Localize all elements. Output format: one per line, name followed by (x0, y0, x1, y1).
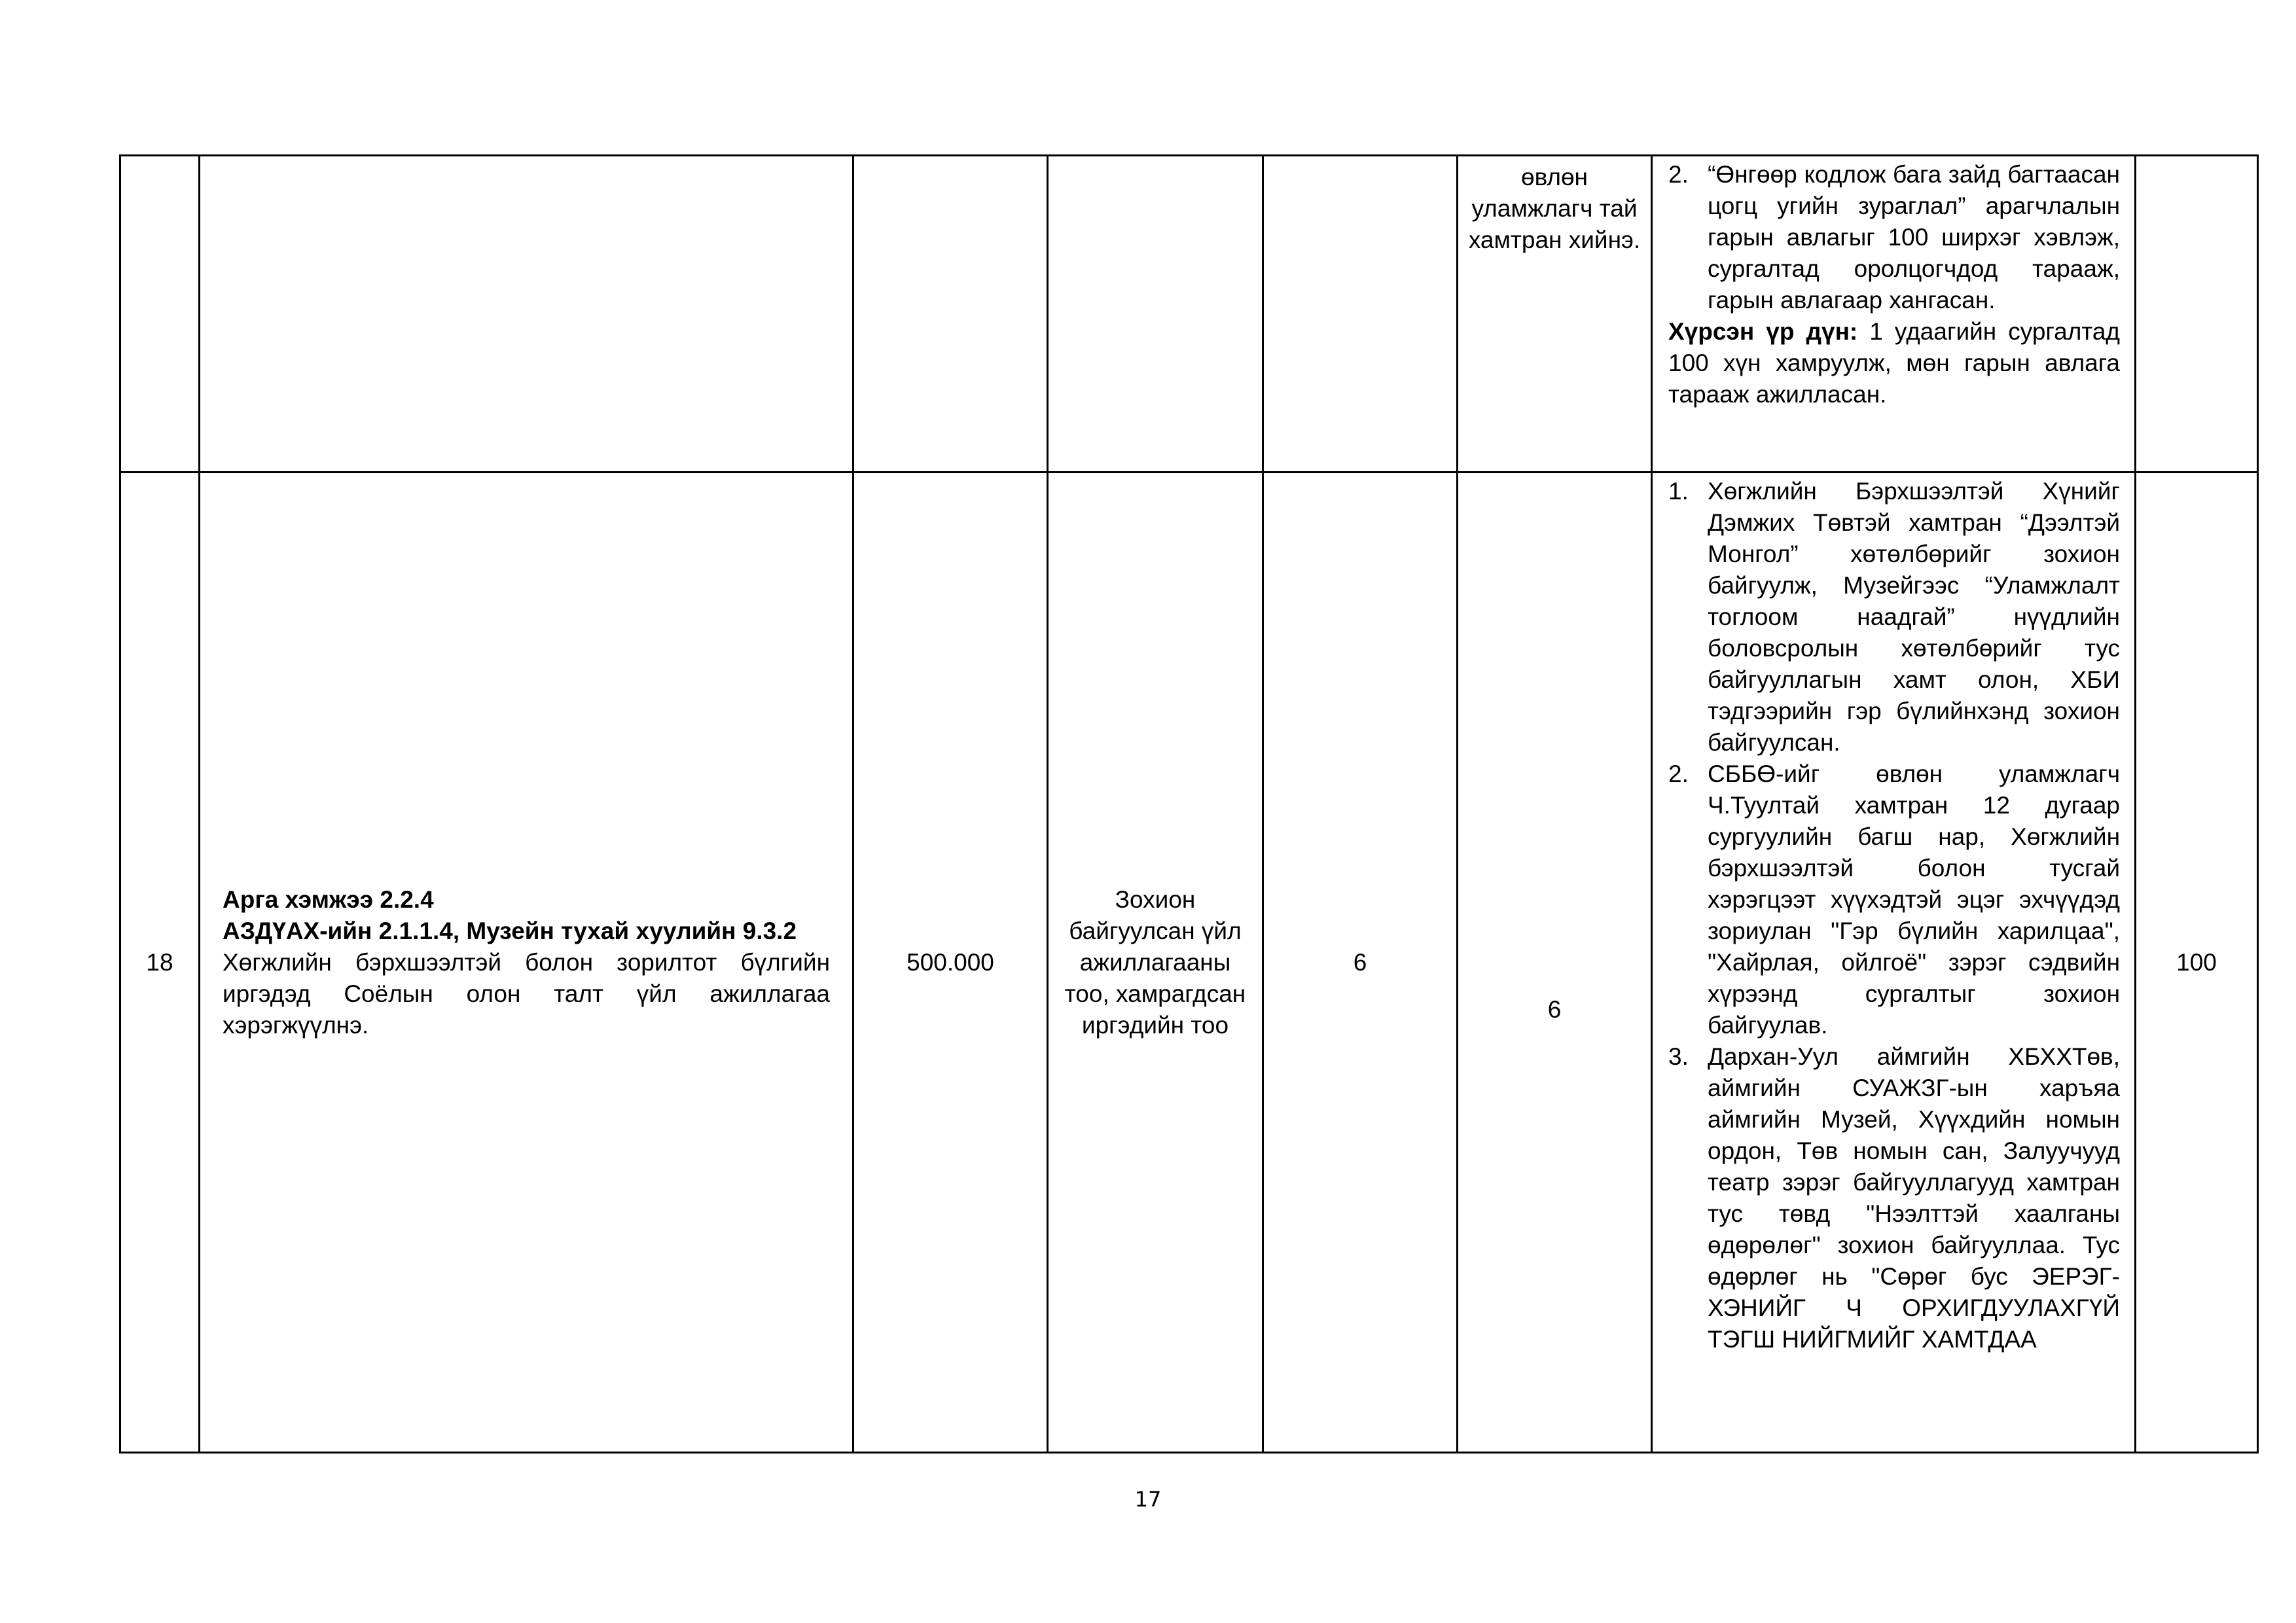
report-table (119, 154, 2259, 1454)
table-row (120, 473, 2258, 1453)
list-item-number: 2. (1668, 760, 1689, 787)
list-item-text: Дархан-Уул аймгийн ХБХХТөв, аймгийн СУАЖЗГ-ын харъяа аймгийн Музей, Хүүхдийн номын ордон, Төв номын сан, Залуучууд театр зэрэг байгууллагууд хамтран тус төвд "Нээлттэй хаалганы өдөрөлөг" зохион байгууллаа. Тус өдөрлөг нь "Сөрөг бус ЭЕРЭГ- ХЭНИЙГ Ч ОРХИГДУУЛАХГҮЙ ТЭГШ НИЙГМИЙГ ХАМТДАА (1708, 1043, 2120, 1353)
cell-budget (853, 156, 1048, 473)
cell-baseline: 6 (1263, 473, 1458, 1453)
list-item-text: СББӨ-ийг өвлөн уламжлагч Ч.Туултай хамтран 12 дугаар сургуулийн багш нар, Хөгжлийн бэрхшээлтэй болон тусгай хэрэгцээт хүүхэдтэй эцэг эхчүүдэд зориулан "Гэр бүлийн харилцаа", "Хайрлая, ойлгоё" зэрэг сэдвийн хүрээнд сургалтыг зохион байгуулав. (1708, 760, 2120, 1039)
list-item-text: Хөгжлийн Бэрхшээлтэй Хүнийг Дэмжих Төвтэй хамтран “Дээлтэй Монгол” хөтөлбөрийг зохион байгуулж, Музейгээс “Уламжлалт тоглоом наадгай” нүүдлийн боловсролын хөтөлбөрийг тус байгууллагын хамт олон, ХБИ тэдгээрийн гэр бүлийнхэнд зохион байгуулсан. (1708, 478, 2120, 756)
cell-budget: 500.000 (853, 473, 1048, 1453)
cell-measure (200, 156, 853, 473)
cell-number: 18 (120, 473, 200, 1453)
cell-percent (2136, 473, 2258, 1453)
result-list (1668, 476, 2120, 1355)
list-item (1668, 758, 2120, 1041)
list-item-number: 3. (1668, 1043, 1689, 1070)
cell-percent (2136, 156, 2258, 473)
outcome-paragraph (1668, 316, 2120, 410)
list-item-text: “Өнгөөр кодлож бага зайд багтаасан цогц угийн зураглал” арагчлалын гарын авлагыг 100 ширхэг хэвлэж, сургалтад оролцогчдод тарааж, гарын авлагаар хангасан. (1708, 161, 2120, 313)
measure-title: Арга хэмжээ 2.2.4 (223, 885, 434, 913)
list-item (1668, 159, 2120, 316)
list-item (1668, 476, 2120, 758)
cell-result (1652, 156, 2136, 473)
cell-baseline (1263, 156, 1458, 473)
measure-reference: АЗДҮАХ-ийн 2.1.1.4, Музейн тухай хуулийн 9.3.2 (223, 917, 797, 944)
cell-indicator: Зохион байгуулсан үйл ажиллагааны тоо, хамрагдсан иргэдийн тоо (1048, 473, 1263, 1453)
measure-description: Хөгжлийн бэрхшээлтэй болон зорилтот бүлгийн иргэдэд Соёлын олон талт үйл ажиллагаа хэрэгжүүлнэ. (223, 948, 830, 1039)
result-list (1668, 159, 2120, 316)
cell-number (120, 156, 200, 473)
partner-text: өвлөн уламжлагч тай хамтран хийнэ. (1468, 164, 1641, 253)
cell-partner (1458, 156, 1652, 473)
cell-indicator (1048, 156, 1263, 473)
table-row (120, 156, 2258, 473)
outcome-label: Хүрсэн үр дүн: (1668, 318, 1858, 345)
list-item (1668, 1041, 2120, 1355)
cell-measure (200, 473, 853, 1453)
percent-value: 100 (2176, 948, 2217, 976)
list-item-number: 1. (1668, 478, 1689, 505)
outcome-text: 1 удаагийн сургалтад 100 хүн хамруулж, мөн гарын авлага тарааж ажилласан. (1668, 318, 2120, 408)
page-number: 17 (1134, 1487, 1162, 1512)
cell-result (1652, 473, 2136, 1453)
list-item-number: 2. (1668, 161, 1689, 188)
target-value: 6 (1547, 996, 1562, 1023)
cell-target (1458, 473, 1652, 1453)
